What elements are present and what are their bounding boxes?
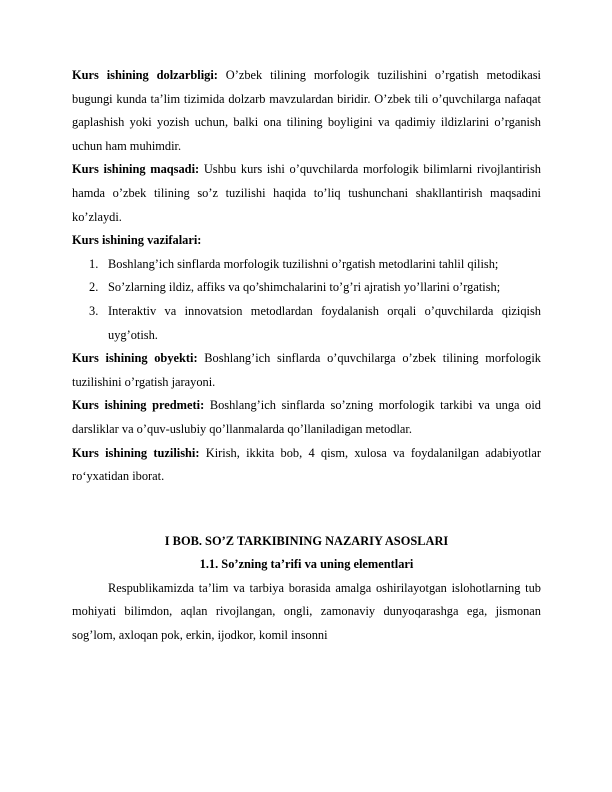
section-title: 1.1. So’zning ta’rifi va uning elementlari	[199, 557, 414, 572]
relevance-paragraph	[72, 64, 541, 158]
list-item-number: 2.	[89, 280, 99, 295]
spacer	[72, 489, 541, 530]
list-item-number: 3.	[89, 303, 99, 318]
object-paragraph	[72, 347, 541, 394]
list-item	[72, 253, 541, 277]
tasks-heading: Kurs ishining vazifalari:	[72, 233, 202, 248]
goal-text: Ushbu kurs ishi o’quvchilarda morfologik bilimlarni rivojlantirish hamda o’zbek tilining so’z tuzilishi haqida to’liq tushunchani shakllantirish maqsadini ko’zlaydi.	[72, 162, 542, 224]
subject-text: Boshlang’ich sinflarda so’zning morfologik tarkibi va unga oid darsliklar va o’quv-uslubiy qo’llanmalarda qo’llaniladigan metodlar.	[72, 398, 541, 436]
list-item-text: So’zlarning ildiz, affiks va qo’shimchalarini to’g’ri ajratish yo’llarini o’rgatish;	[108, 280, 501, 295]
subject-paragraph	[72, 394, 541, 441]
relevance-text: O’zbek tilining morfologik tuzilishini o’rgatish metodikasi bugungi kunda ta’lim tizimida dolzarb mavzulardan biridir. O’zbek tili o’quvchilarga nafaqat gaplashish yoki yozish uchun, balki ona tilining boyligini va qadimiy ildizlarini o’rganish uchun ham muhimdir.	[72, 68, 541, 153]
object-label: Kurs ishining obyekti:	[72, 351, 198, 366]
list-item-text: Interaktiv va innovatsion metodlardan foydalanish orqali o’quvchilarda qiziqish uyg’otish.	[108, 303, 541, 342]
document-page	[72, 64, 541, 648]
object-text: Boshlang’ich sinflarda o’quvchilarga o’zbek tilining morfologik tuzilishini o’rgatish jarayoni.	[72, 351, 541, 389]
tasks-list	[72, 253, 541, 347]
goal-label: Kurs ishining maqsadi:	[72, 162, 200, 177]
structure-label: Kurs ishining tuzilishi:	[72, 445, 200, 460]
list-item	[72, 300, 541, 347]
subject-label: Kurs ishining predmeti:	[72, 398, 205, 413]
relevance-label: Kurs ishining dolzarbligi:	[72, 68, 218, 82]
list-item-number: 1.	[89, 256, 99, 271]
list-item-text: Boshlang’ich sinflarda morfologik tuzilishni o’rgatish metodlarini tahlil qilish;	[108, 256, 499, 271]
structure-paragraph	[72, 442, 541, 489]
body-paragraph: Respublikamizda ta’lim va tarbiya borasida amalga oshirilayotgan islohotlarning tub mohiyati bilimdon, aqlan rivojlangan, ongli, zamonaviy dunyoqarashga ega, jismonan sog’lom, axloqan pok, erkin, ijodkor, komil insonni	[72, 580, 541, 643]
list-item	[72, 276, 541, 300]
structure-text: Kirish, ikkita bob, 4 qism, xulosa va foydalanilgan adabiyotlar ro‘yxatidan iborat.	[72, 445, 541, 484]
goal-paragraph	[72, 158, 541, 229]
chapter-title: I BOB. SO’Z TARKIBINING NAZARIY ASOSLARI	[164, 533, 449, 548]
